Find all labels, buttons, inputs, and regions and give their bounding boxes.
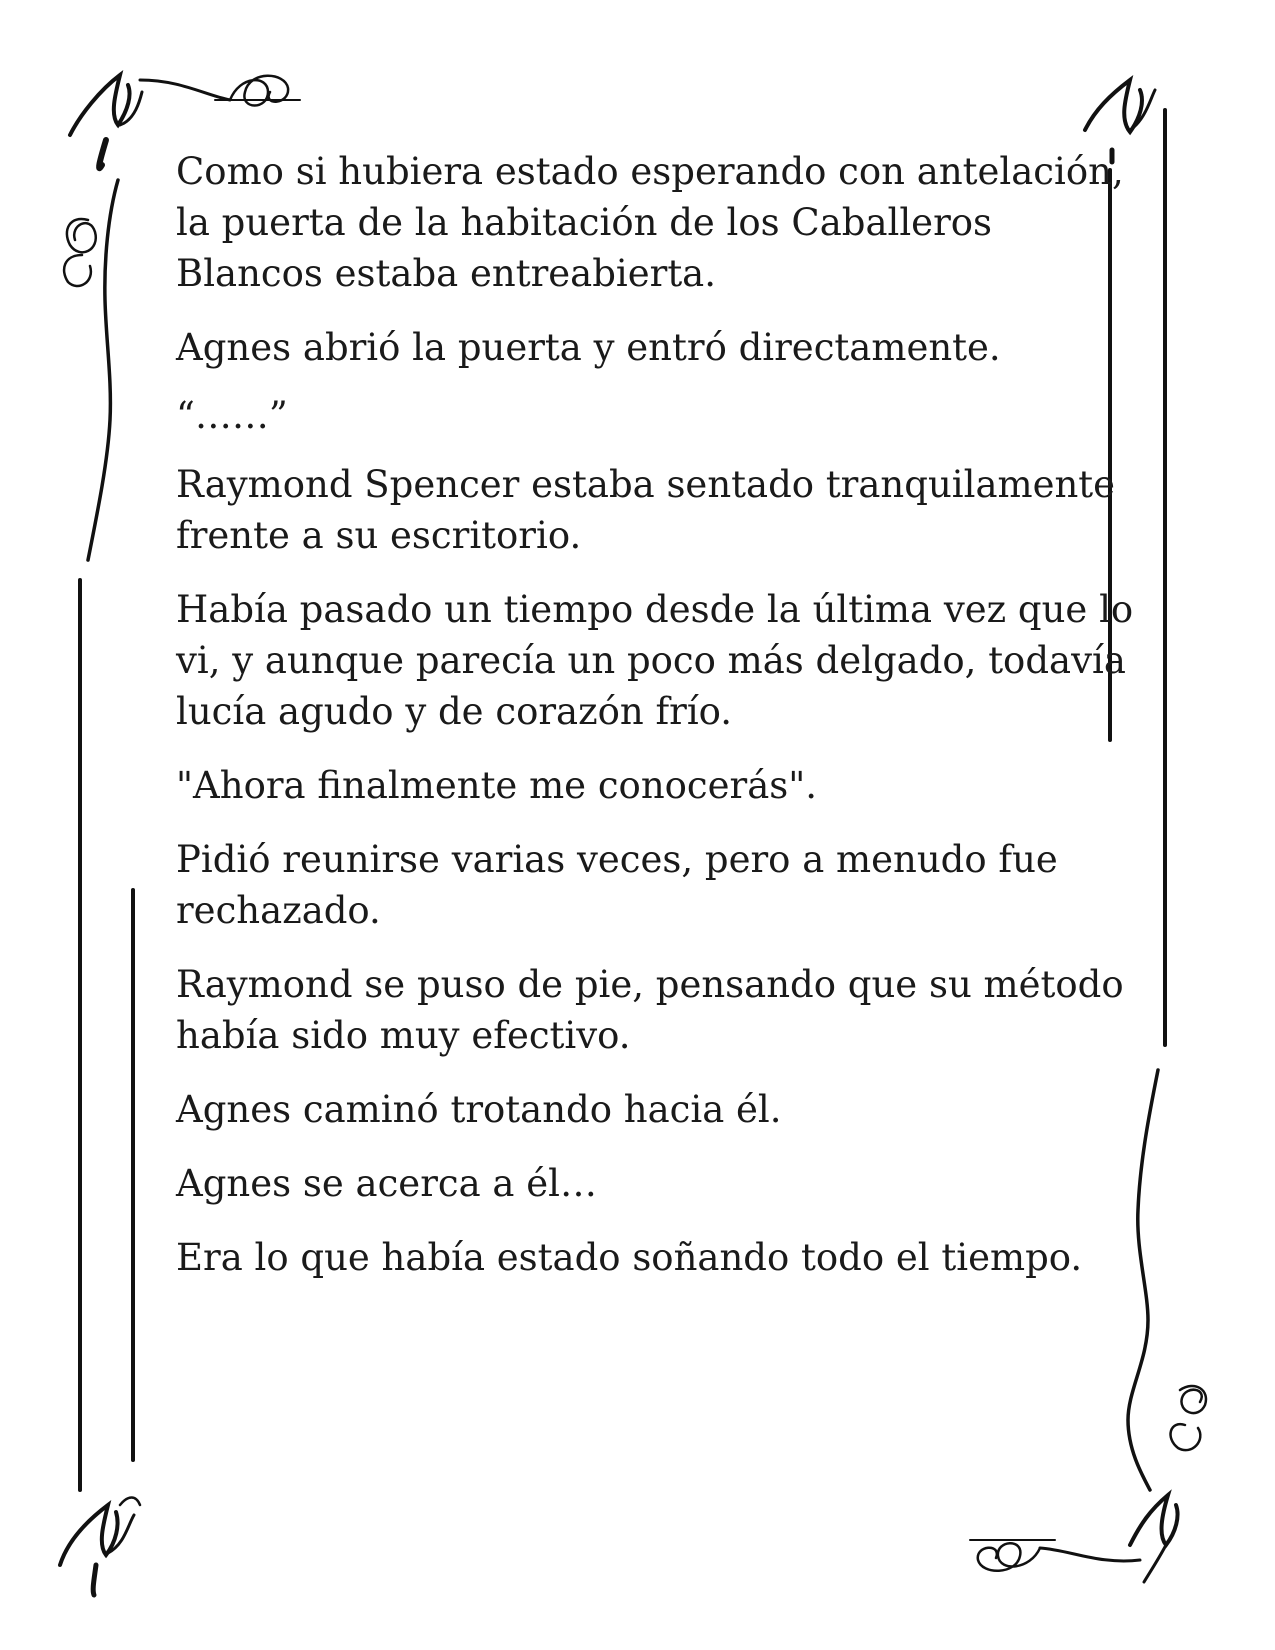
paragraph: Agnes abrió la puerta y entró directamente. bbox=[176, 326, 1001, 369]
paragraph: Era lo que había estado soñando todo el tiempo. bbox=[176, 1236, 1083, 1279]
paragraph: Había pasado un tiempo desde la última vez que lo vi, y aunque parecía un poco más delgado, todavía lucía agudo y de corazón frío. bbox=[176, 588, 1134, 733]
flourish-bottom-left-icon bbox=[60, 1498, 140, 1596]
paragraph: Agnes se acerca a él… bbox=[176, 1162, 597, 1205]
story-text bbox=[176, 146, 1136, 1306]
paragraph: Pidió reunirse varias veces, pero a menudo fue rechazado. bbox=[176, 838, 1058, 932]
paragraph: Raymond Spencer estaba sentado tranquilamente frente a su escritorio. bbox=[176, 463, 1116, 557]
paragraph: Como si hubiera estado esperando con antelación, la puerta de la habitación de los Caballeros Blancos estaba entreabierta. bbox=[176, 150, 1124, 295]
paragraph: Agnes caminó trotando hacia él. bbox=[176, 1088, 782, 1131]
paragraph: “……” bbox=[176, 394, 288, 437]
paragraph: Raymond se puso de pie, pensando que su método había sido muy efectivo. bbox=[176, 963, 1124, 1057]
paragraph: "Ahora finalmente me conocerás". bbox=[176, 764, 818, 807]
left-border-lines bbox=[80, 580, 133, 1490]
